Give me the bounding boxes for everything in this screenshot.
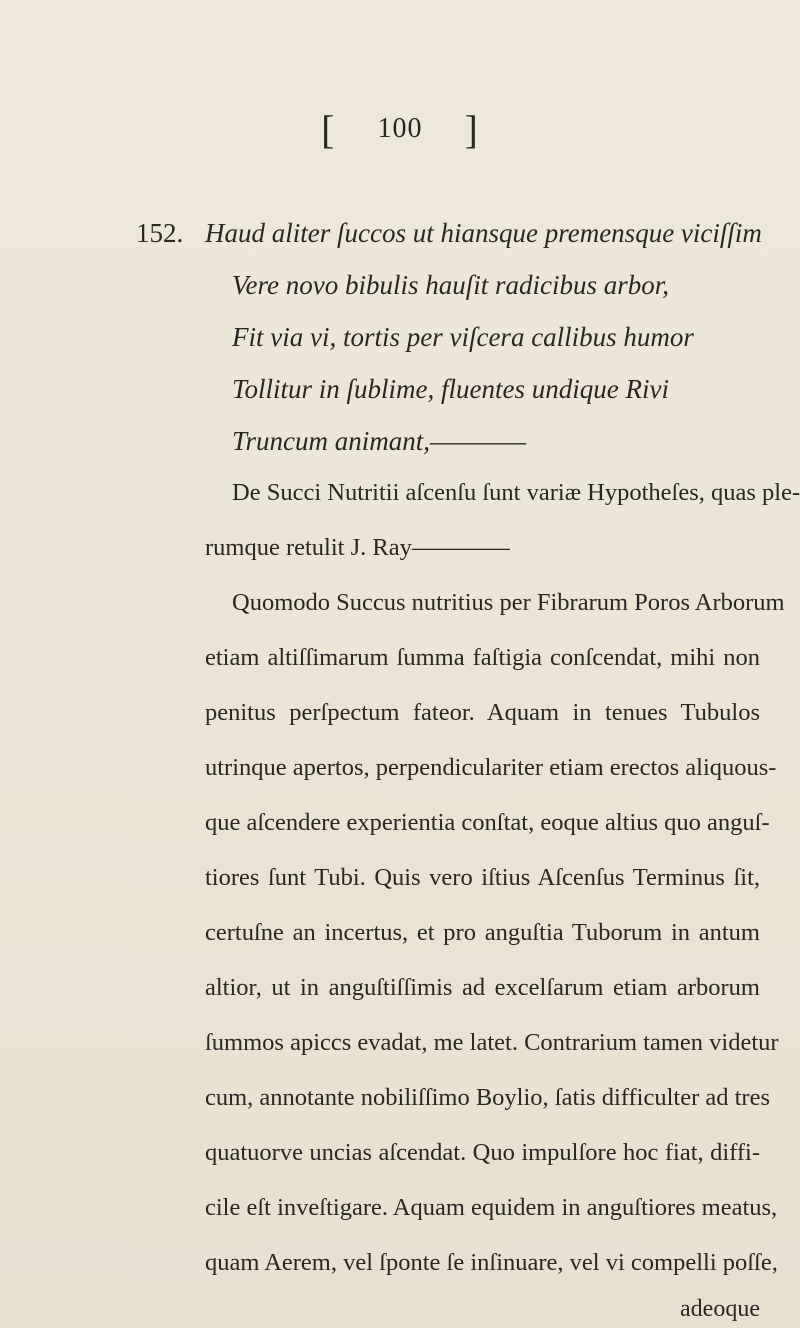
prose-line: utrinque apertos, perpendiculariter etiam erectos aliquous- xyxy=(205,754,777,781)
prose-line: penitus perſpectum fateor. Aquam in tenues Tubulos xyxy=(205,699,760,726)
prose-line: que aſcendere experientia conſtat, eoque altius quo anguſ- xyxy=(205,809,770,836)
verse-line: Vere novo bibulis hauſit radicibus arbor, xyxy=(232,270,669,300)
catchword: adeoque xyxy=(680,1296,760,1322)
prose-line: altior, ut in anguſtiſſimis ad excelſarum etiam arborum xyxy=(205,974,760,1001)
verse-number: 152. xyxy=(136,218,184,248)
prose-line: tiores ſunt Tubi. Quis vero iſtius Aſcenſus Terminus ſit, xyxy=(205,864,760,891)
verse-line: Tollitur in ſublime, fluentes undique Rivi xyxy=(232,374,669,404)
right-bracket: ] xyxy=(464,107,479,152)
prose-line: quatuorve uncias aſcendat. Quo impulſore hoc fiat, diffi- xyxy=(205,1139,760,1166)
left-bracket: [ xyxy=(321,107,336,152)
prose-line: rumque retulit J. Ray———— xyxy=(205,534,510,561)
prose-line: De Succi Nutritii aſcenſu ſunt variæ Hypotheſes, quas ple- xyxy=(232,479,800,506)
verse-line: Haud aliter ſuccos ut hiansque premensque viciſſim xyxy=(205,218,762,248)
prose-line: Quomodo Succus nutritius per Fibrarum Poros Arborum xyxy=(232,589,785,616)
prose-line: cile eſt inveſtigare. Aquam equidem in anguſtiores meatus, xyxy=(205,1194,778,1221)
page-number: 100 xyxy=(377,113,423,144)
prose-line: certuſne an incertus, et pro anguſtia Tuborum in antum xyxy=(205,919,760,946)
page-header xyxy=(0,106,800,153)
prose-line: quam Aerem, vel ſponte ſe inſinuare, vel vi compelli poſſe, xyxy=(205,1249,778,1276)
verse-line: Truncum animant,———— xyxy=(232,426,527,456)
prose-line: cum, annotante nobiliſſimo Boylio, ſatis difficulter ad tres xyxy=(205,1084,770,1111)
prose-line: etiam altiſſimarum ſumma faſtigia conſcendat, mihi non xyxy=(205,644,760,671)
verse-line: Fit via vi, tortis per viſcera callibus humor xyxy=(232,322,694,352)
prose-line: ſummos apiccs evadat, me latet. Contrarium tamen videtur xyxy=(205,1029,779,1056)
